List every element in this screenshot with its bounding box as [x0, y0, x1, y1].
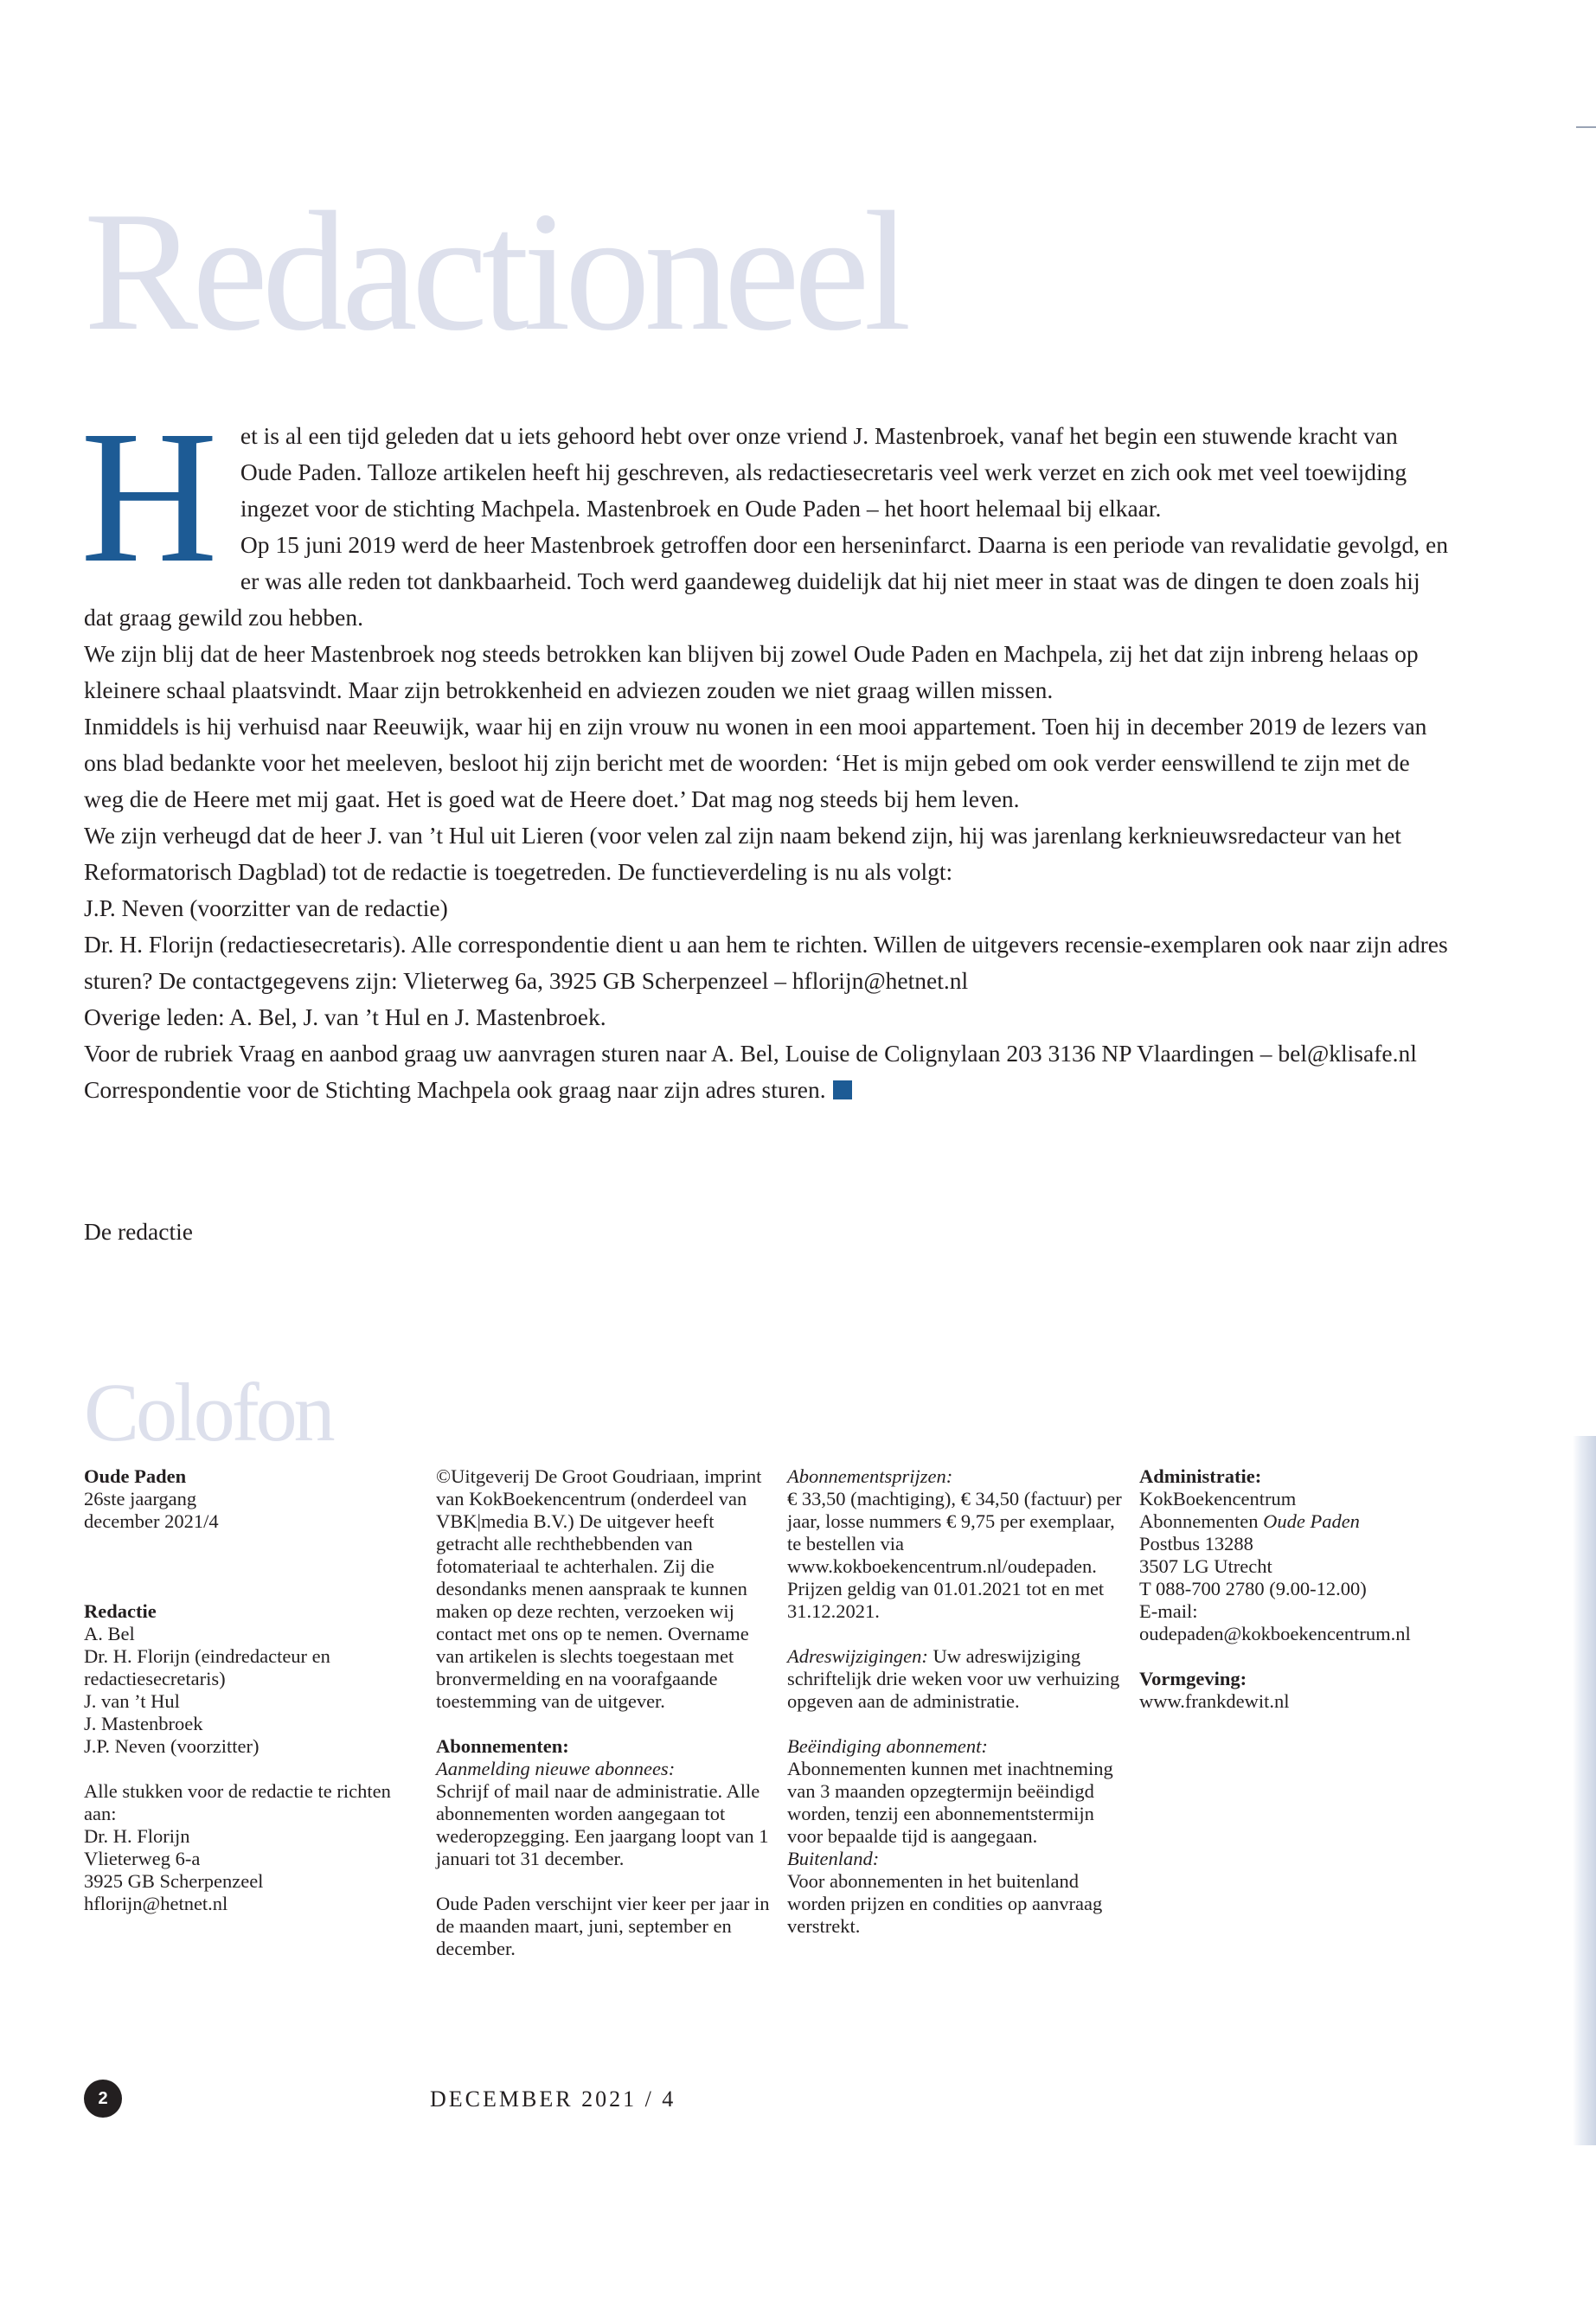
adreswijzigingen-heading: Adreswijzigingen: — [787, 1645, 928, 1667]
beeindiging-text: Abonnementen kunnen met inachtneming van 3 maanden opzegtermijn beëindigd worden, tenzij een abonnementstermijn voor bepaalde tijd is aangegaan. — [787, 1758, 1113, 1847]
department-prefix: Abonnementen — [1139, 1510, 1259, 1532]
editorial-paragraph: Dr. H. Florijn (redactiesecretaris). Alle correspondentie dient u aan hem te richten. Willen de uitgevers recensie-exemplaren ook naar zijn adres sturen? De contactgegevens zijn: Vlieterweg 6a, 3925 GB Scherpenzeel – hflorijn@hetnet.nl — [84, 931, 1448, 994]
issue-label: DECEMBER 2021 / 4 — [430, 2086, 676, 2112]
colofon-title: Colofon — [84, 1366, 332, 1458]
department-title: Oude Paden — [1263, 1510, 1360, 1532]
frequency-text: Oude Paden verschijnt vier keer per jaar in de maanden maart, juni, september en december. — [436, 1893, 770, 1959]
colofon-column-2 — [436, 1465, 778, 1960]
administratie-postbus: Postbus 13288 — [1139, 1533, 1253, 1554]
prijzen-heading: Abonnementsprijzen: — [787, 1465, 953, 1487]
editorial-paragraph: We zijn blij dat de heer Mastenbroek nog steeds betrokken kan blijven bij zowel Oude Paden en Machpela, zij het dat zijn inbreng helaas op kleinere schaal plaatsvindt. Maar zijn betrokkenheid en adviezen zouden we niet graag willen missen. — [84, 640, 1419, 703]
editorial-body — [80, 391, 1451, 1108]
end-square-icon — [833, 1080, 852, 1099]
abonnementen-subheading: Aanmelding nieuwe abonnees: — [436, 1758, 676, 1779]
drop-cap: H — [80, 391, 218, 602]
redactie-member: Dr. H. Florijn (eindredacteur en redactiesecretaris) — [84, 1645, 330, 1689]
prijzen-text: € 33,50 (machtiging), € 34,50 (factuur) per jaar, losse nummers € 9,75 per exemplaar, te bestellen via www.kokboekencentrum.nl/oudepaden. Prijzen geldig van 01.01.2021 tot en met 31.12.2021. — [787, 1488, 1122, 1622]
page-title: Redactioneel — [84, 176, 906, 366]
editorial-last-text: Voor de rubriek Vraag en aanbod graag uw aanvragen sturen naar A. Bel, Louise de Colignylaan 203 3136 NP Vlaardingen – bel@klisafe.nl Correspondentie voor de Stichting Machpela ook graag naar zijn adres sturen. — [84, 1040, 1417, 1103]
editorial-paragraph: Inmiddels is hij verhuisd naar Reeuwijk, waar hij en zijn vrouw nu wonen in een mooi appartement. Toen hij in december 2019 de lezers van ons blad bedankte voor het meeleven, besloot hij zijn bericht met de woorden: ‘Het is mijn gebed om ook verder eenswillend te zijn met de weg die de Heere met mij gaat. Het is goed wat de Heere doet.’ Dat mag nog steeds bij hem leven. — [84, 713, 1427, 812]
colofon-column-4 — [1139, 1465, 1511, 1713]
administratie-email-label: E-mail: — [1139, 1600, 1198, 1622]
magazine-volume: 26ste jaargang — [84, 1488, 197, 1509]
administratie-city: 3507 LG Utrecht — [1139, 1555, 1272, 1577]
vormgeving-heading: Vormgeving: — [1139, 1668, 1247, 1689]
page-number-badge: 2 — [84, 2080, 122, 2118]
colofon-column-1 — [84, 1465, 426, 1915]
redactie-address-line: Vlieterweg 6-a — [84, 1848, 201, 1869]
adjacent-page-edge — [1573, 1436, 1596, 2145]
redactie-member: J. van ’t Hul — [84, 1690, 180, 1712]
redactie-address-intro: Alle stukken voor de redactie te richten aan: — [84, 1780, 391, 1824]
magazine-name: Oude Paden — [84, 1465, 187, 1487]
buitenland-text: Voor abonnementen in het buitenland worden prijzen en condities op aanvraag verstrekt. — [787, 1870, 1103, 1937]
magazine-issue: december 2021/4 — [84, 1510, 219, 1532]
buitenland-heading: Buitenland: — [787, 1848, 880, 1869]
redactie-member: A. Bel — [84, 1623, 135, 1644]
editorial-paragraph-last — [84, 1035, 1451, 1108]
editorial-paragraph: Op 15 juni 2019 werd de heer Mastenbroek getroffen door een herseninfarct. Daarna is een periode van revalidatie gevolgd, en er was alle reden tot dankbaarheid. Toch werd gaandeweg duidelijk dat hij niet meer in staat was de dingen te doen zoals hij dat graag gewild zou hebben. — [84, 531, 1448, 631]
administratie-heading: Administratie: — [1139, 1465, 1262, 1487]
editorial-signature: De redactie — [84, 1218, 193, 1245]
redactie-address-line: 3925 GB Scherpenzeel — [84, 1870, 264, 1892]
redactie-member: J. Mastenbroek — [84, 1713, 203, 1734]
redactie-address-line: Dr. H. Florijn — [84, 1825, 190, 1847]
administratie-phone: T 088-700 2780 (9.00-12.00) — [1139, 1578, 1367, 1599]
redactie-member: J.P. Neven (voorzitter) — [84, 1735, 260, 1757]
copyright-text: ©Uitgeverij De Groot Goudriaan, imprint van KokBoekencentrum (onderdeel van VBK|media B.V.) De uitgever heeft getracht alle rechthebbenden van fotomateriaal te achterhalen. Zij die desondanks menen aanspraak te kunnen maken op deze rechten, verzoeken wij contact met ons op te nemen. Overname van artikelen is slechts toegestaan met bronvermelding en na voorafgaande toestemming van de uitgever. — [436, 1465, 762, 1712]
redactie-heading: Redactie — [84, 1600, 157, 1622]
editorial-paragraph-intro: et is al een tijd geleden dat u iets gehoord hebt over onze vriend J. Mastenbroek, vanaf het begin een stuwende kracht van Oude Paden. Talloze artikelen heeft hij geschreven, als redactiesecretaris veel werk verzet en zich ook met veel toewijding ingezet voor de stichting Machpela. Mastenbroek en Oude Paden – het hoort helemaal bij elkaar. — [240, 422, 1407, 522]
page-edge-mark — [1576, 126, 1596, 128]
editorial-paragraph: We zijn verheugd dat de heer J. van ’t Hul uit Lieren (voor velen zal zijn naam bekend zijn, hij was jarenlang kerknieuwsredacteur van het Reformatorisch Dagblad) tot de redactie is toegetreden. De functieverdeling is nu als volgt: — [84, 822, 1401, 885]
abonnementen-heading: Abonnementen: — [436, 1735, 569, 1757]
administratie-email: oudepaden@kokboekencentrum.nl — [1139, 1623, 1411, 1644]
vormgeving-url: www.frankdewit.nl — [1139, 1690, 1290, 1712]
administratie-name: KokBoekencentrum — [1139, 1488, 1297, 1509]
abonnementen-text: Schrijf of mail naar de administratie. Alle abonnementen worden aangegaan tot wederopzegging. Een jaargang loopt van 1 januari tot 31 december. — [436, 1780, 769, 1869]
adreswijzigingen-text: Uw adreswijziging schriftelijk drie weken voor uw verhuizing opgeven aan de administratie. — [787, 1645, 1120, 1712]
beeindiging-heading: Beëindiging abonnement: — [787, 1735, 988, 1757]
editorial-paragraph: J.P. Neven (voorzitter van de redactie) — [84, 894, 448, 921]
redactie-email: hflorijn@hetnet.nl — [84, 1893, 228, 1914]
administratie-department — [1139, 1510, 1511, 1533]
colofon-column-3 — [787, 1465, 1129, 1938]
editorial-paragraph: Overige leden: A. Bel, J. van ’t Hul en J. Mastenbroek. — [84, 1003, 606, 1030]
